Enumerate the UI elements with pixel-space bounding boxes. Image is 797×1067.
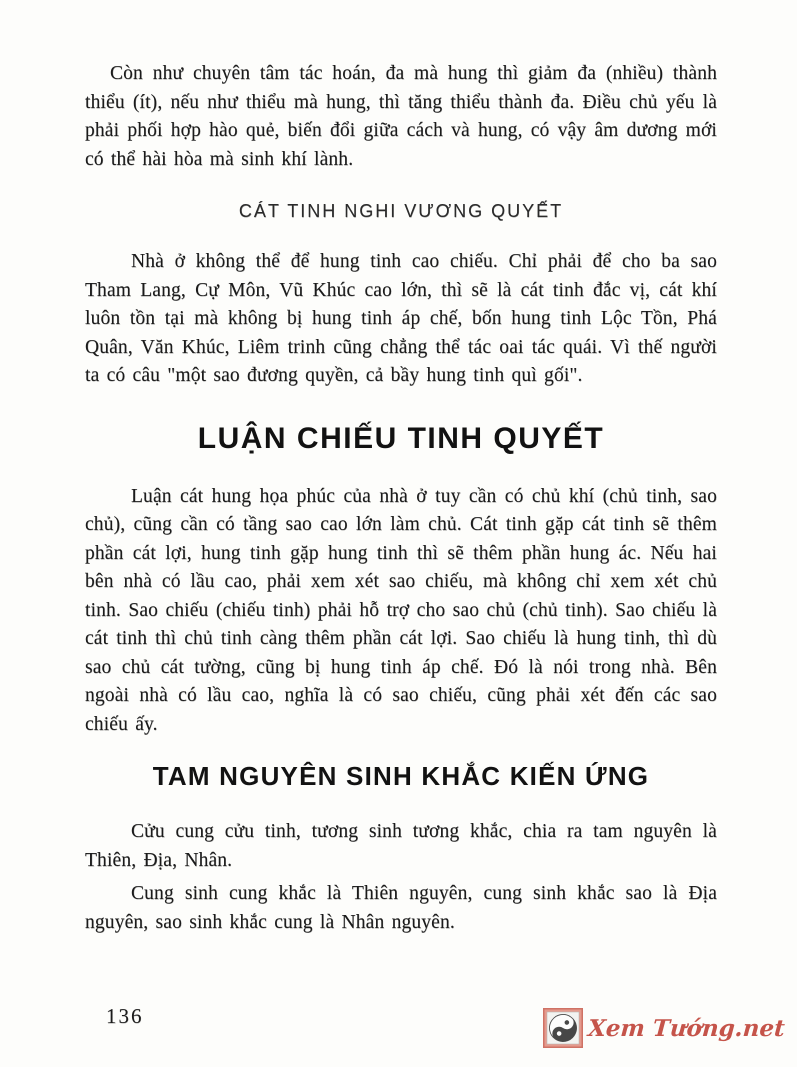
- page-number: 136: [106, 1004, 144, 1028]
- paragraph-cat-tinh: Nhà ở không thể để hung tinh cao chiếu. Chỉ phải để cho ba sao Tham Lang, Cự Môn, Vũ Khúc cao lớn, thì sẽ là cát tinh đắc vị, cát khí luôn tồn tại mà không bị hung tinh áp chế, bốn hung tinh Lộc Tồn, Phá Quân, Văn Khúc, Liêm trinh cũng chẳng thể tác oai tác quái. Vì thế người ta có câu "một sao đương quyền, cả bầy hung tinh quì gối".: [85, 251, 717, 386]
- section-heading-cat-tinh-nghi-vuong-quyet: CÁT TINH NGHI VƯƠNG QUYẾT: [238, 201, 564, 221]
- site-logo: [543, 1008, 785, 1048]
- section-heading-tam-nguyen-sinh-khac-kien-ung: TAM NGUYÊN SINH KHẮC KIẾN ỨNG: [152, 761, 650, 791]
- page-content: [85, 60, 717, 937]
- paragraph-luan-chieu: Luận cát hung họa phúc của nhà ở tuy cần có chủ khí (chủ tinh, sao chủ), cũng cần có tầng sao cao lớn làm chủ. Cát tinh gặp cát tinh sẽ thêm phần cát lợi, hung tinh gặp hung tinh thì sẽ thêm phần hung ác. Nếu hai bên nhà có lầu cao, phải xem xét sao chiếu, mà không chỉ xem xét chủ tinh. Sao chiếu (chiếu tinh) phải hỗ trợ cho sao chủ (chủ tinh). Sao chiếu là cát tinh thì chủ tinh càng thêm phần cát lợi. Sao chiếu là hung tinh, thì dù sao chủ cát tường, cũng bị hung tinh áp chế. Đó là nói trong nhà. Bên ngoài nhà có lầu cao, nghĩa là có sao chiếu, cũng phải xét đến các sao chiếu ấy.: [85, 485, 717, 735]
- yin-yang-icon: [543, 1008, 583, 1048]
- section-heading-luan-chieu-tinh-quyet: LUẬN CHIẾU TINH QUYẾT: [197, 421, 605, 455]
- logo-text: Xem Tướng.net: [587, 1014, 786, 1042]
- intro-paragraph: Còn như chuyên tâm tác hoán, đa mà hung thì giảm đa (nhiều) thành thiểu (ít), nếu như thiểu mà hung, thì tăng thiểu thành đa. Điều chủ yếu là phải phối hợp hào quẻ, biến đổi giữa cách và hung, có vậy âm dương mới có thể hài hòa mà sinh khí lành.: [85, 63, 717, 170]
- paragraph-tam-nguyen-1: Cửu cung cửu tinh, tương sinh tương khắc, chia ra tam nguyên là Thiên, Địa, Nhân.: [85, 821, 717, 871]
- paragraph-tam-nguyen-2: Cung sinh cung khắc là Thiên nguyên, cung sinh khắc sao là Địa nguyên, sao sinh khắc cung là Nhân nguyên.: [85, 883, 717, 933]
